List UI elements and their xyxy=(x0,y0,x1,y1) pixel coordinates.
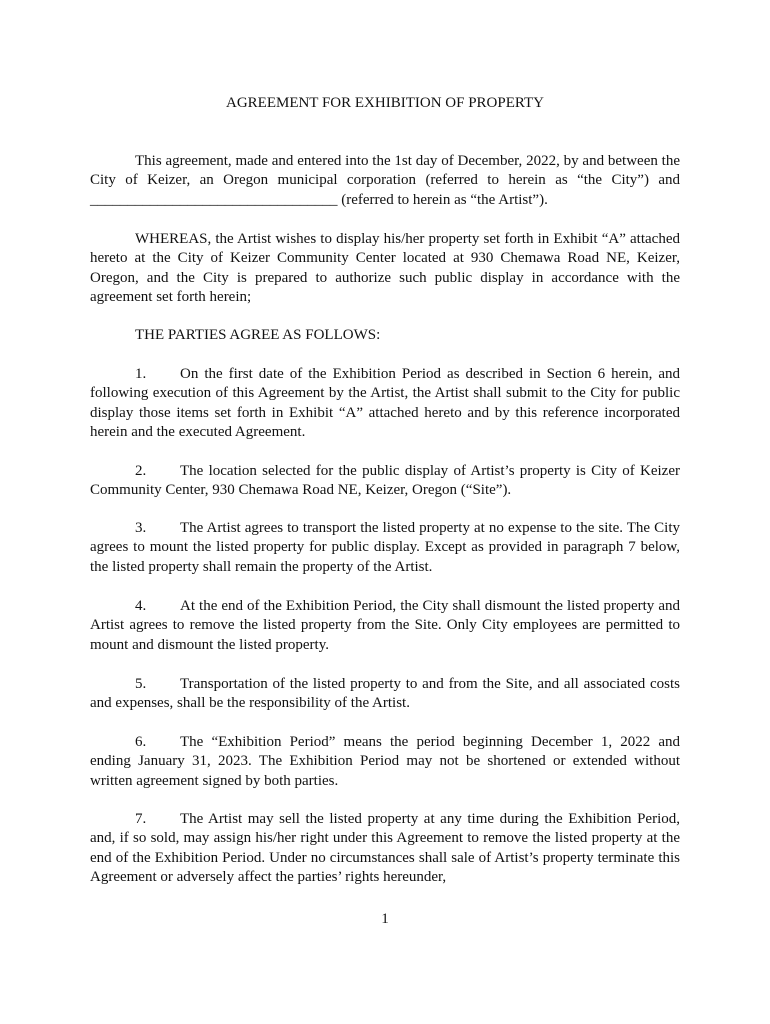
clause-text: At the end of the Exhibition Period, the City shall dismount the listed property and Artist agrees to remove the listed property from the Site. Only City employees are permitted to mount and dismount the listed property. xyxy=(90,598,680,653)
intro-paragraph: This agreement, made and entered into the 1st day of December, 2022, by and between the City of Keizer, an Oregon municipal corporation (referred to herein as “the City”) and _________________________________ (referred to herein as “the Artist”). xyxy=(90,153,680,208)
clause-number: 7. xyxy=(135,811,147,827)
clause-number: 1. xyxy=(135,366,147,382)
clause-2 xyxy=(90,462,680,501)
clause-number: 5. xyxy=(135,676,147,692)
clause-number: 2. xyxy=(135,463,147,479)
page-number: 1 xyxy=(381,911,389,927)
clause-text: On the first date of the Exhibition Period as described in Section 6 herein, and following execution of this Agreement by the Artist, the Artist shall submit to the City for public display those items set forth in Exhibit “A” attached hereto and by this reference incorporated herein and the executed Agreement. xyxy=(90,366,680,440)
clause-text: The Artist may sell the listed property at any time during the Exhibition Period, and, if so sold, may assign his/her right under this Agreement to remove the listed property at the end of the Exhibition Period. Under no circumstances shall sale of Artist’s property terminate this Agreement or adversely affect the parties’ rights hereunder, xyxy=(90,811,680,885)
clause-6 xyxy=(90,733,680,791)
document-title: AGREEMENT FOR EXHIBITION OF PROPERTY xyxy=(225,95,544,111)
clause-1 xyxy=(90,365,680,442)
clause-number: 4. xyxy=(135,598,147,614)
clause-number: 3. xyxy=(135,520,147,536)
clause-text: The Artist agrees to transport the listed property at no expense to the site. The City agrees to mount the listed property for public display. Except as provided in paragraph 7 below, the listed property shall remain the property of the Artist. xyxy=(90,520,680,575)
clause-number: 6. xyxy=(135,734,147,750)
agree-heading: THE PARTIES AGREE AS FOLLOWS: xyxy=(135,327,381,343)
clause-7 xyxy=(90,810,680,887)
clause-text: Transportation of the listed property to and from the Site, and all associated costs and expenses, shall be the responsibility of the Artist. xyxy=(90,676,680,712)
clause-3 xyxy=(90,519,680,577)
clause-text: The location selected for the public display of Artist’s property is City of Keizer Community Center, 930 Chemawa Road NE, Keizer, Oregon (“Site”). xyxy=(90,463,680,499)
clause-5 xyxy=(90,675,680,714)
clause-4 xyxy=(90,597,680,655)
whereas-paragraph: WHEREAS, the Artist wishes to display his/her property set forth in Exhibit “A” attached hereto at the City of Keizer Community Center located at 930 Chemawa Road NE, Keizer, Oregon, and the City is prepared to authorize such public display in accordance with the agreement set forth herein; xyxy=(90,231,680,305)
clause-text: The “Exhibition Period” means the period beginning December 1, 2022 and ending January 31, 2023. The Exhibition Period may not be shortened or extended without written agreement signed by both parties. xyxy=(90,734,680,789)
